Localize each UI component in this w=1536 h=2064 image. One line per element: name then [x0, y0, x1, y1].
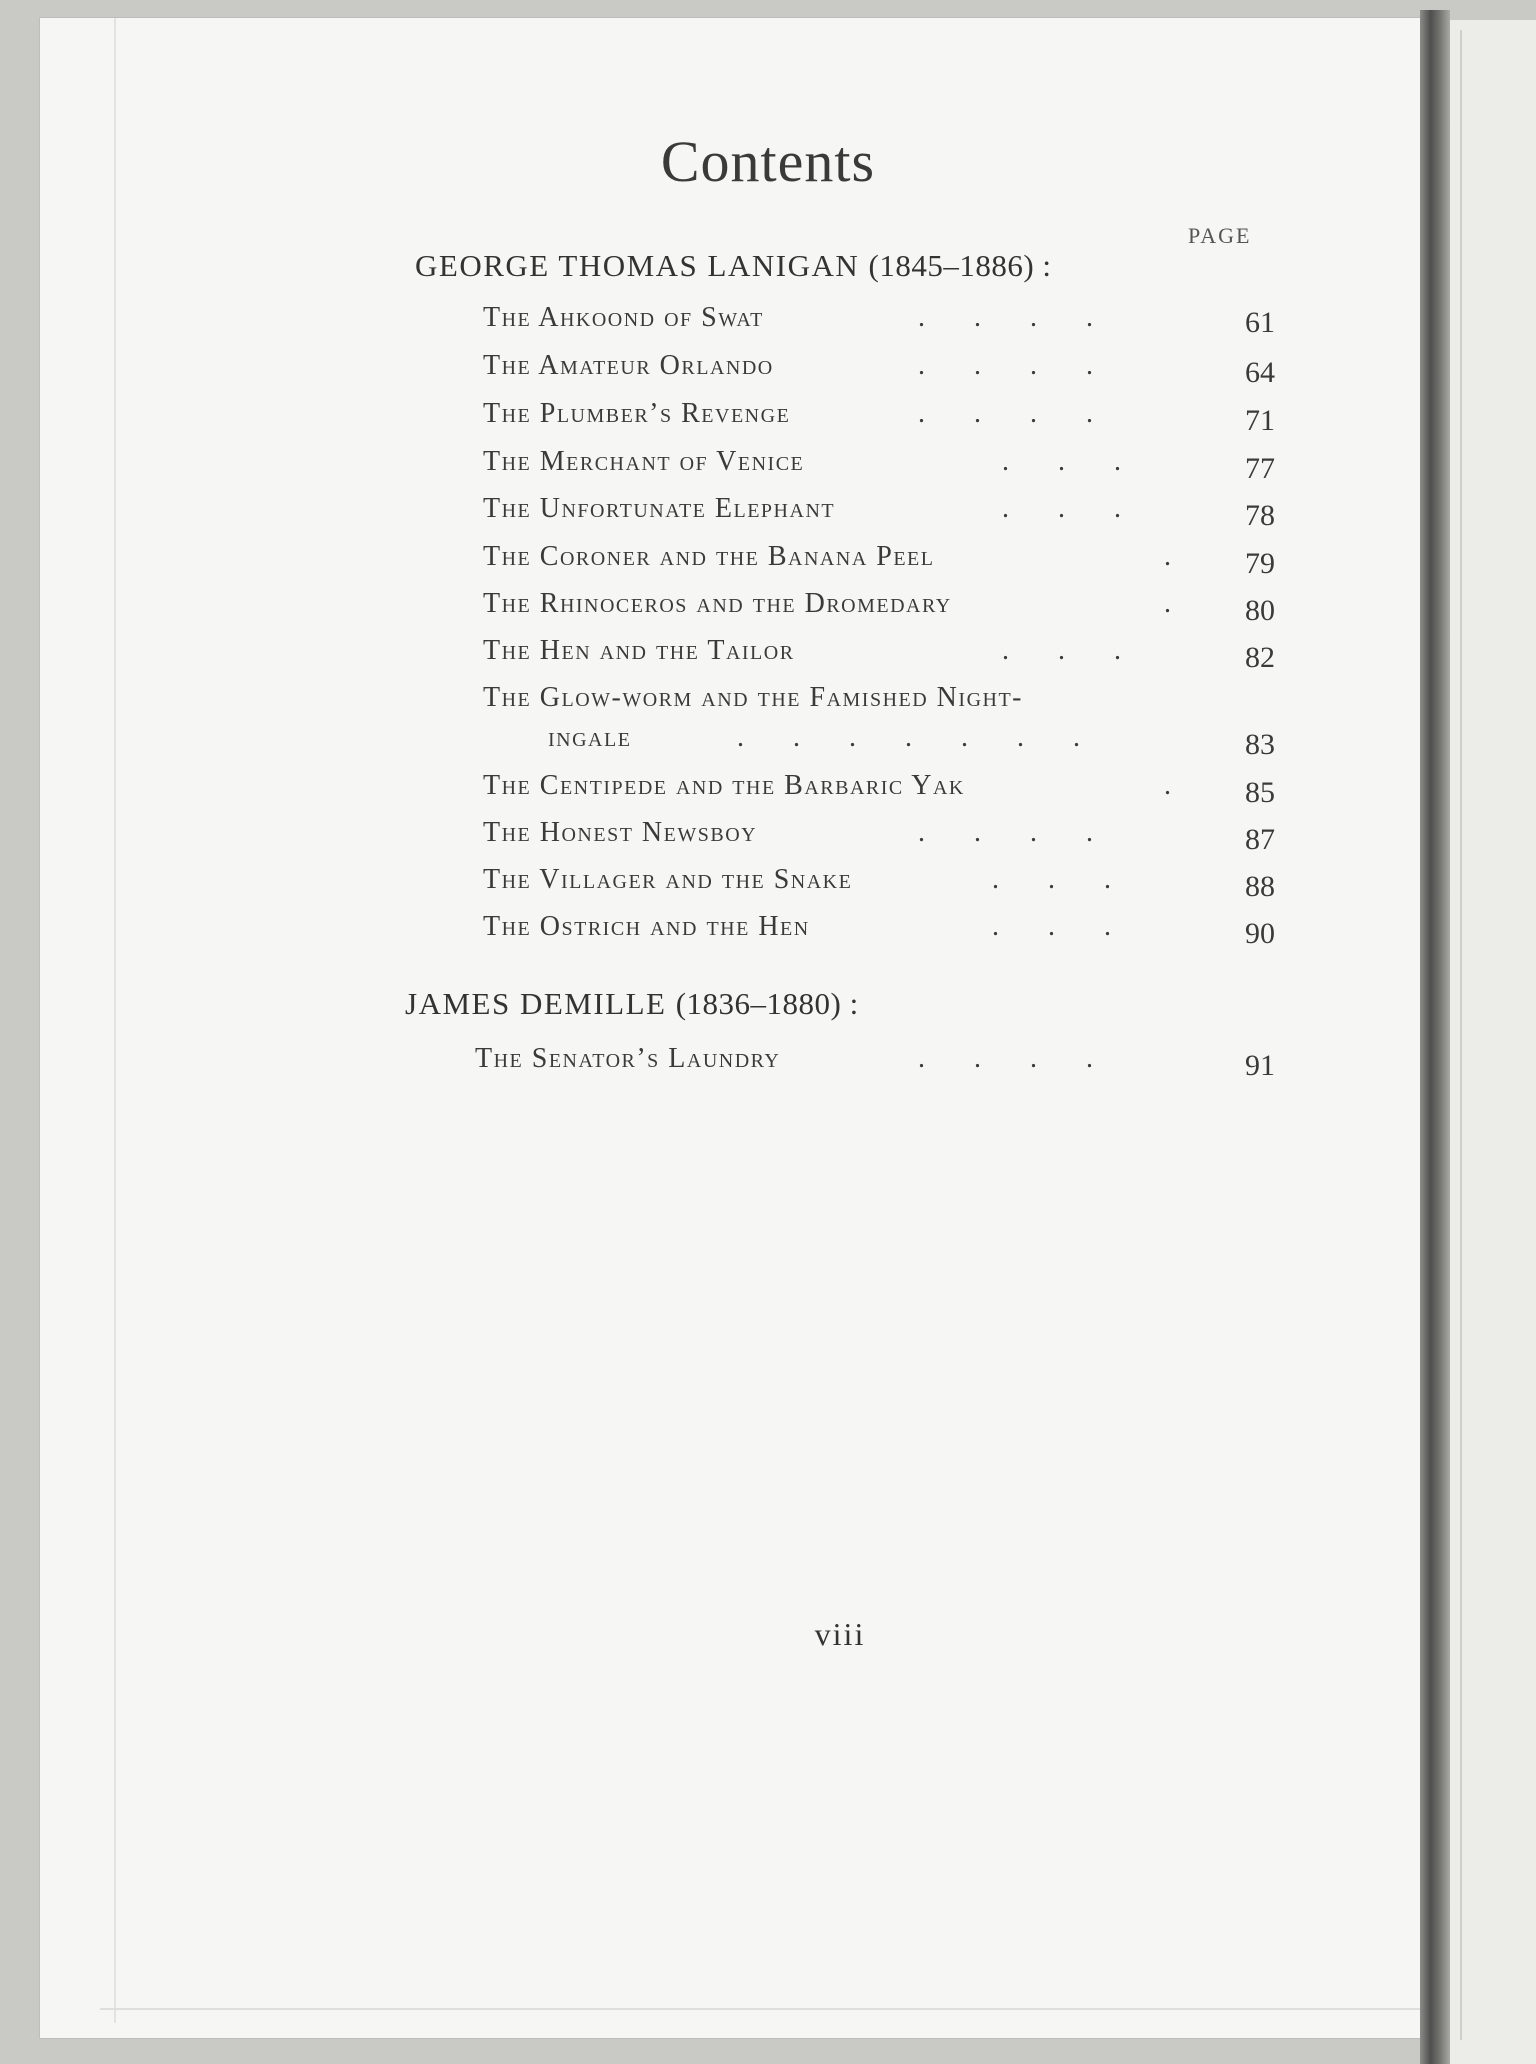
toc-entry-continuation: ingale [548, 722, 632, 753]
page-bottom-rule [100, 2008, 1420, 2010]
toc-entry: The Glow-worm and the Famished Night- [483, 682, 1023, 713]
dot-leader: . [1164, 770, 1171, 801]
author-heading [405, 986, 859, 1022]
dot-leader: . . . [1002, 493, 1121, 524]
page-number: 91 [1245, 1049, 1275, 1082]
page-number: 64 [1245, 356, 1275, 389]
author-dates: (1845–1886) : [868, 248, 1052, 283]
dot-leader: . . . [992, 864, 1111, 895]
dot-leader: . . . . . . . [737, 722, 1080, 753]
page-number: 79 [1245, 547, 1275, 580]
author-heading [415, 248, 1052, 284]
toc-entry: The Senator’s Laundry [475, 1043, 781, 1074]
facing-page-edge [1450, 20, 1536, 2064]
page-number: 83 [1245, 728, 1275, 761]
folio-page-number: viii [814, 1616, 866, 1652]
dot-leader: . . . . [918, 302, 1093, 333]
dot-leader: . [1164, 541, 1171, 572]
dot-leader: . [1164, 588, 1171, 619]
book-gutter [1420, 10, 1450, 2064]
page-number: 77 [1245, 452, 1275, 485]
page-number: 61 [1245, 306, 1275, 339]
toc-entry: The Plumber’s Revenge [483, 398, 791, 429]
page-number: 87 [1245, 823, 1275, 856]
author-name: GEORGE THOMAS LANIGAN [415, 248, 860, 283]
toc-entry: The Merchant of Venice [483, 446, 805, 477]
toc-entry: The Ahkoond of Swat [483, 302, 764, 333]
page-number: 82 [1245, 641, 1275, 674]
toc-entry: The Villager and the Snake [483, 864, 853, 895]
page-number: 88 [1245, 870, 1275, 903]
toc-entry: The Hen and the Tailor [483, 635, 795, 666]
page-number: 90 [1245, 917, 1275, 950]
page-number: 78 [1245, 499, 1275, 532]
toc-entry: The Rhinoceros and the Dromedary [483, 588, 952, 619]
dot-leader: . . . [992, 911, 1111, 942]
author-name: JAMES DEMILLE [405, 986, 667, 1021]
toc-entry: The Amateur Orlando [483, 350, 774, 381]
toc-entry: The Ostrich and the Hen [483, 911, 810, 942]
toc-entry: The Centipede and the Barbaric Yak [483, 770, 965, 801]
toc-entry: The Unfortunate Elephant [483, 493, 836, 524]
dot-leader: . . . . [918, 350, 1093, 381]
toc-entry: The Honest Newsboy [483, 817, 758, 848]
dot-leader: . . . . [918, 817, 1093, 848]
page-number: 71 [1245, 404, 1275, 437]
toc-entry: The Coroner and the Banana Peel [483, 541, 935, 572]
dot-leader: . . . [1002, 635, 1121, 666]
page-number: 85 [1245, 776, 1275, 809]
page-inner-rule [114, 18, 116, 2023]
dot-leader: . . . . [918, 1043, 1093, 1074]
page-title: Contents [660, 129, 876, 194]
author-dates: (1836–1880) : [675, 986, 859, 1021]
dot-leader: . . . . [918, 398, 1093, 429]
facing-page-rule [1460, 30, 1462, 2040]
page-column-label: PAGE [1188, 223, 1252, 248]
dot-leader: . . . [1002, 446, 1121, 477]
page-number: 80 [1245, 594, 1275, 627]
